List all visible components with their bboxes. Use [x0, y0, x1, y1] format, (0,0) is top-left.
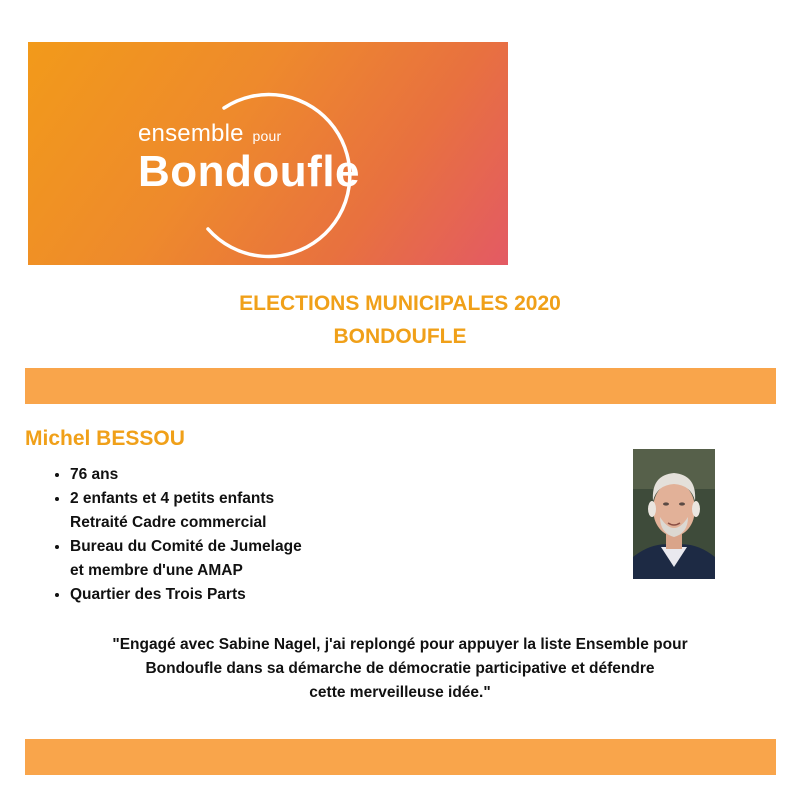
fact-text: Quartier des Trois Parts [70, 586, 246, 603]
quote-line: Bondoufle dans sa démarche de démocratie participative et défendre [145, 660, 655, 677]
divider-bar-top [25, 368, 776, 404]
logo-text-small [138, 120, 281, 148]
fact-text: 76 ans [70, 466, 119, 483]
fact-text: 2 enfants et 4 petits enfants [70, 490, 275, 507]
fact-text-continued: et membre d'une AMAP [70, 562, 243, 579]
candidate-name: Michel BESSOU [25, 427, 185, 450]
divider-bar-bottom [25, 739, 776, 775]
list-item [70, 535, 302, 583]
logo-pour: pour [252, 128, 282, 144]
candidate-quote [40, 633, 760, 705]
logo-banner [28, 42, 508, 265]
page-subtitle: BONDOUFLE [333, 325, 467, 348]
quote-line: "Engagé avec Sabine Nagel, j'ai replongé pour appuyer la liste Ensemble pour [112, 636, 688, 653]
list-item [70, 583, 302, 607]
logo-ensemble: ensemble [138, 120, 244, 147]
quote-line: cette merveilleuse idée." [309, 684, 491, 701]
list-item [70, 487, 302, 535]
list-item [70, 463, 302, 487]
fact-text: Bureau du Comité de Jumelage [70, 538, 302, 555]
candidate-facts-list [50, 463, 302, 607]
fact-text-continued: Retraité Cadre commercial [70, 514, 267, 531]
candidate-photo [633, 449, 715, 579]
page-title: ELECTIONS MUNICIPALES 2020 [239, 292, 561, 315]
logo-text-big: Bondoufle [138, 147, 361, 196]
